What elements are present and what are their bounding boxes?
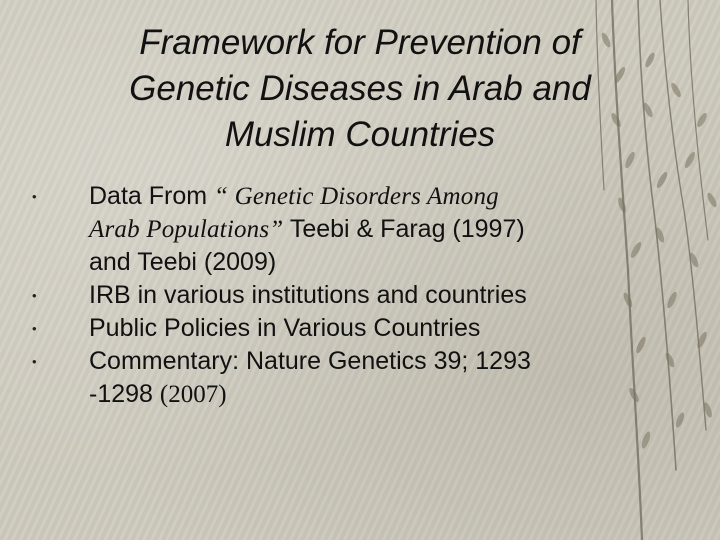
bullet-item-data-source [0, 180, 689, 279]
bullet-item-public-policies [0, 312, 689, 345]
citation-authors: Teebi & Farag (1997) [289, 215, 525, 243]
bullet-dot-icon: • [32, 321, 37, 336]
slide-title [60, 20, 660, 158]
bullet-3-text: Public Policies in Various Countries [89, 314, 481, 342]
bullet-1-line-3: and Teebi (2009) [89, 248, 277, 276]
book-title-part-1: “ Genetic Disorders Among [214, 183, 499, 210]
book-title-part-2: Arab Populations” [89, 216, 290, 243]
bullet-dot-icon: • [32, 288, 37, 303]
bullet-1-line-1 [89, 180, 689, 213]
bullet-dot-icon: • [32, 189, 37, 204]
bullet-4-line-2 [89, 378, 689, 411]
bullet-dot-icon: • [32, 354, 37, 369]
title-line-1: Framework for Prevention of [139, 23, 581, 62]
title-line-3: Muslim Countries [224, 115, 496, 154]
bullet-2-text: IRB in various institutions and countries [89, 281, 527, 309]
bullet-1-line-2 [89, 213, 689, 246]
bullet-item-commentary [0, 345, 689, 411]
page-range-end: -1298 [89, 380, 160, 408]
publication-year: (2007) [159, 381, 227, 408]
bullet-item-irb [0, 279, 689, 312]
bullet-4-line-1: Commentary: Nature Genetics 39; 1293 [89, 347, 531, 375]
bullet-1-prefix: Data From [89, 182, 215, 210]
bullet-list [0, 180, 720, 411]
title-line-2: Genetic Diseases in Arab and [129, 69, 591, 108]
